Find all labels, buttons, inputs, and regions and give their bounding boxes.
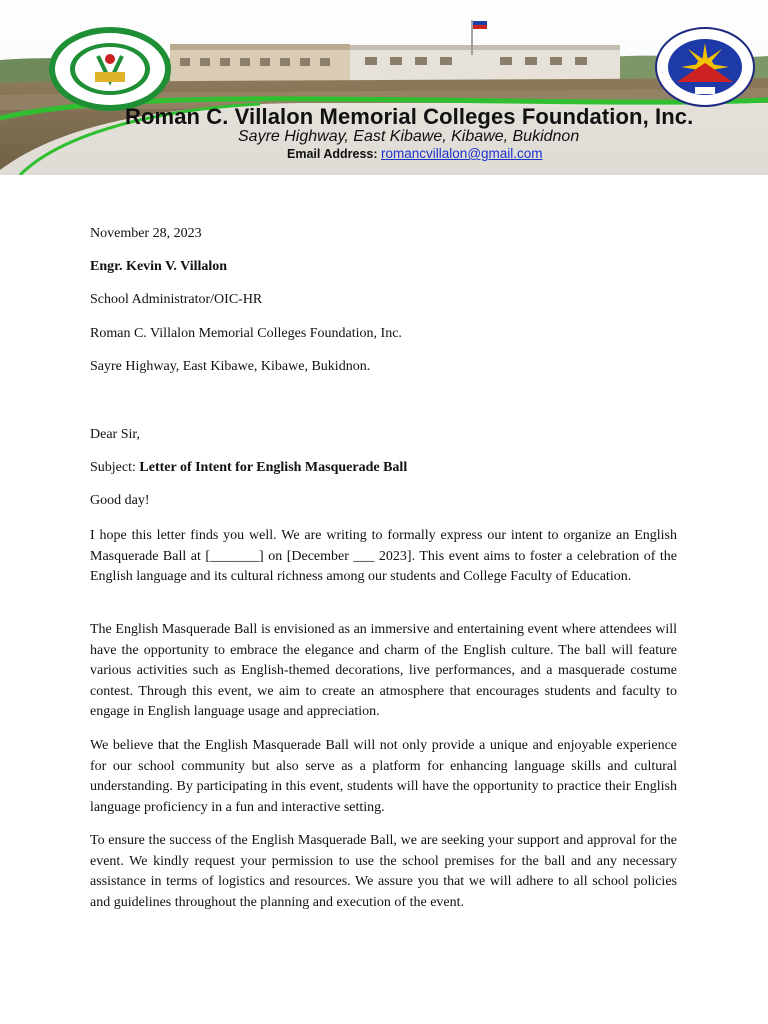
organization-name: Roman C. Villalon Memorial Colleges Foundation, Inc.: [125, 104, 694, 129]
ched-seal-icon: [655, 27, 755, 107]
body-paragraph-2: The English Masquerade Ball is envisioned as an immersive and entertaining event where attendees will have the opportunity to embrace the elegance and charm of the English culture. The ball will feature various activities such as English-themed decorations, live performances, and a masquerade costume contest. Through this event, we aim to create an atmosphere that encourages students and faculty to engage in English language usage and appreciation.: [90, 622, 677, 719]
salutation: Dear Sir,: [90, 427, 140, 442]
email-label: Email Address:: [287, 147, 378, 161]
body-paragraph-1: I hope this letter finds you well. We are writing to formally express our intent to organize an English Masquerade Ball at [_______] on [December ___ 2023]. This event aims to foster a celebration of the English language and its cultural richness among our students and College Faculty of Education.: [90, 528, 677, 584]
subject-text: Letter of Intent for English Masquerade Ball: [139, 460, 408, 475]
email-link[interactable]: romancvillalon@gmail.com: [381, 146, 543, 161]
subject-line: [90, 460, 407, 476]
rvmcf-seal-icon: [48, 26, 172, 112]
recipient-name: Engr. Kevin V. Villalon: [90, 259, 228, 274]
subject-label: Subject:: [90, 460, 136, 475]
recipient-address: Sayre Highway, East Kibawe, Kibawe, Bukidnon.: [90, 359, 371, 374]
organization-address: Sayre Highway, East Kibawe, Kibawe, Bukidnon: [238, 128, 580, 145]
greeting: Good day!: [90, 493, 150, 508]
letter-date: November 28, 2023: [90, 226, 202, 241]
organization-email-line: [287, 146, 543, 161]
recipient-title: School Administrator/OIC-HR: [90, 292, 263, 307]
body-paragraph-4: To ensure the success of the English Masquerade Ball, we are seeking your support and approval for the event. We kindly request your permission to use the school premises for the ball and any necessary assistance in terms of logistics and resources. We assure you that we will adhere to all school policies and guidelines throughout the planning and execution of the event.: [90, 833, 677, 910]
body-paragraph-3: We believe that the English Masquerade Ball will not only provide a unique and enjoyable experience for our school community but also serve as a platform for enhancing language skills and cultural understanding. By participating in this event, students will have the opportunity to practice their English language proficiency in a fun and interactive setting.: [90, 738, 677, 815]
recipient-organization: Roman C. Villalon Memorial Colleges Foundation, Inc.: [90, 326, 402, 341]
